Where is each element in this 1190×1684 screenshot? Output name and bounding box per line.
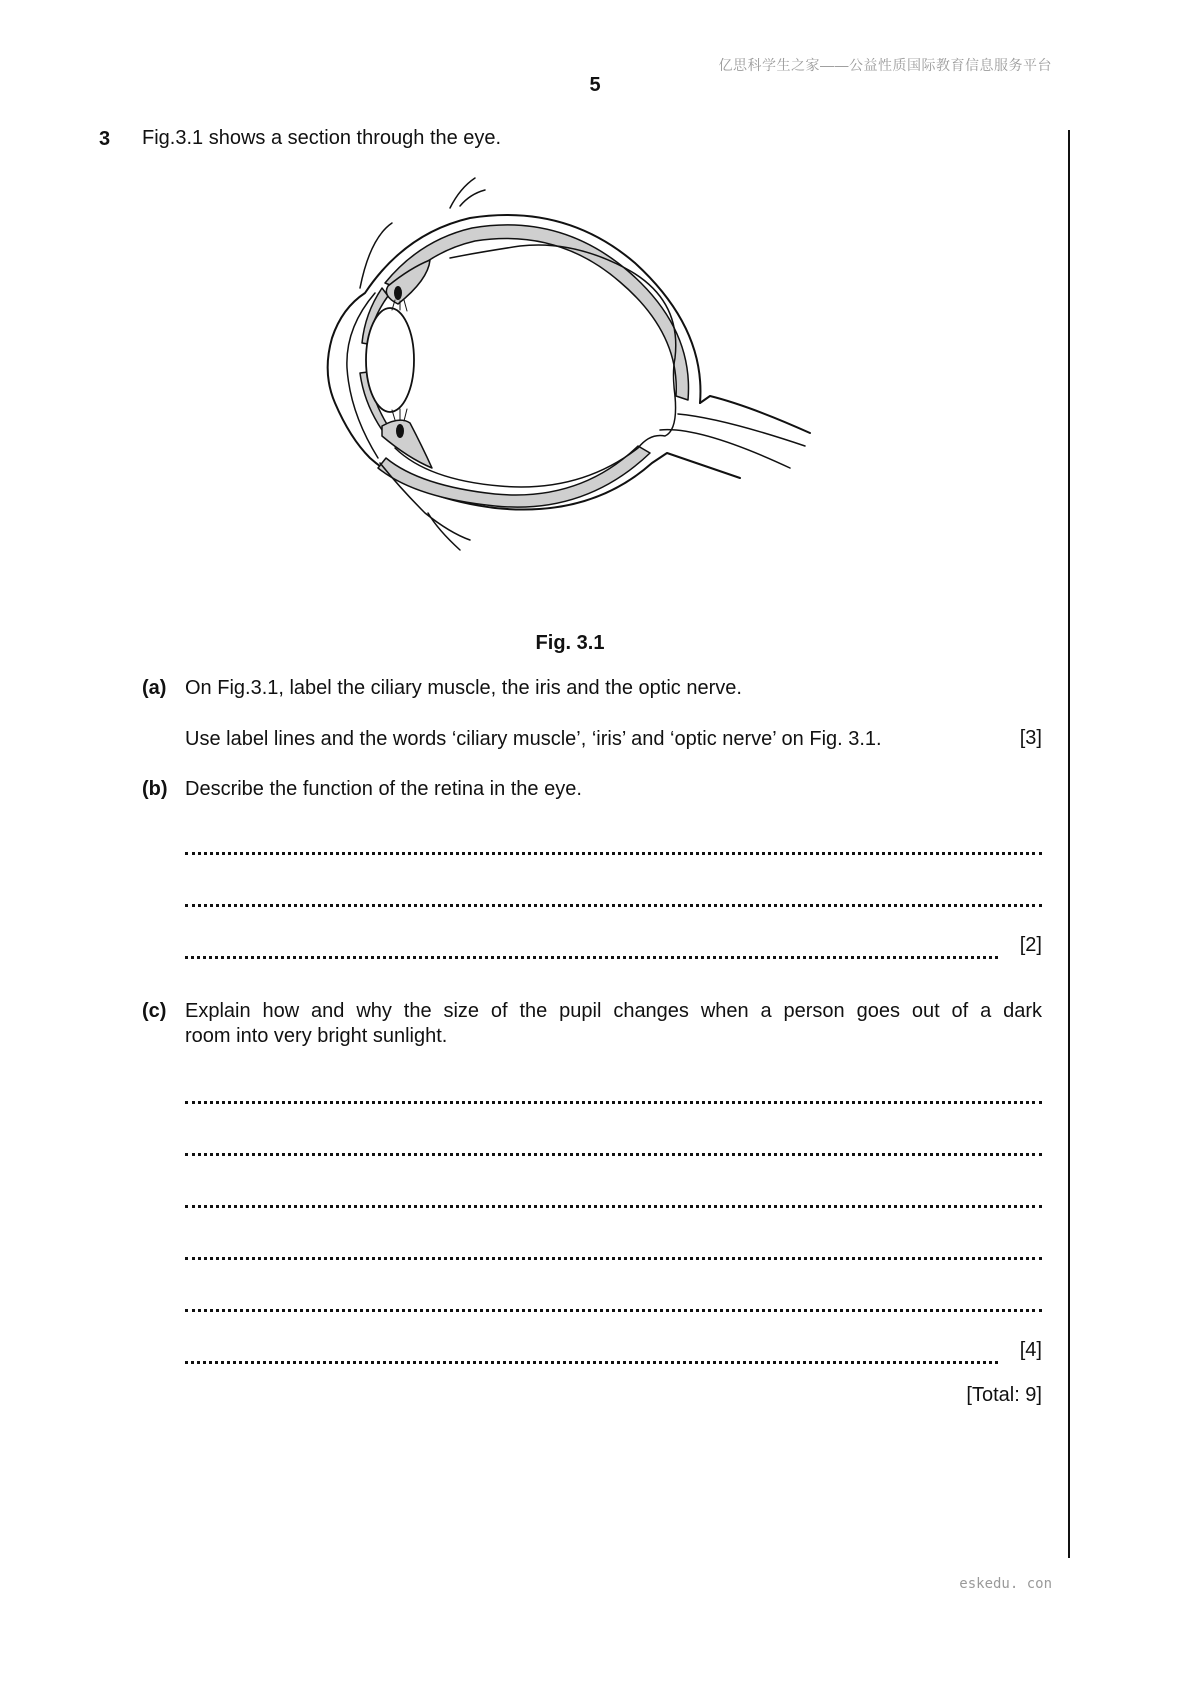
part-a-instruction: Use label lines and the words ‘ciliary muscle’, ‘iris’ and ‘optic nerve’ on Fig. 3.1. <box>185 728 882 750</box>
question-number: 3 <box>99 128 111 150</box>
optic-nerve-upper <box>700 396 810 433</box>
footer-watermark: eskedu. con <box>959 1576 1052 1592</box>
part-c-marks: [4] <box>1019 1339 1042 1361</box>
question-intro: Fig.3.1 shows a section through the eye. <box>142 127 502 149</box>
answer-line-c6[interactable] <box>185 1361 998 1364</box>
figure-caption: Fig. 3.1 <box>535 632 605 654</box>
part-b-text: Describe the function of the retina in the eye. <box>185 778 582 800</box>
part-c-label: (c) <box>142 1000 167 1022</box>
part-c-text-line1: Explain how and why the size of the pupil changes when a person goes out of a dark <box>185 1000 1042 1022</box>
eye-section-figure <box>320 168 820 618</box>
part-c-text-line2: room into very bright sunlight. <box>185 1025 448 1047</box>
part-a-label: (a) <box>142 677 167 699</box>
answer-line-c3[interactable] <box>185 1205 1042 1208</box>
answer-line-c1[interactable] <box>185 1101 1042 1104</box>
right-margin-rule <box>1068 130 1070 1558</box>
question-total: [Total: 9] <box>966 1384 1042 1406</box>
answer-line-b1[interactable] <box>185 852 1042 855</box>
retina-line <box>395 396 676 487</box>
part-a-marks: [3] <box>1019 727 1042 749</box>
ciliary-muscle-lower <box>396 424 404 438</box>
ciliary-muscle-upper <box>394 286 402 300</box>
part-b-marks: [2] <box>1019 934 1042 956</box>
part-a-text: On Fig.3.1, label the ciliary muscle, the iris and the optic nerve. <box>185 677 742 699</box>
answer-line-c2[interactable] <box>185 1153 1042 1156</box>
answer-line-b2[interactable] <box>185 904 1042 907</box>
choroid-band <box>385 225 689 400</box>
lens <box>366 308 414 412</box>
answer-line-b3[interactable] <box>185 956 998 959</box>
part-b-label: (b) <box>142 778 168 800</box>
header-watermark: 亿思科学生之家——公益性质国际教育信息服务平台 <box>718 57 1052 73</box>
answer-line-c4[interactable] <box>185 1257 1042 1260</box>
answer-line-c5[interactable] <box>185 1309 1042 1312</box>
page-number: 5 <box>589 74 601 96</box>
